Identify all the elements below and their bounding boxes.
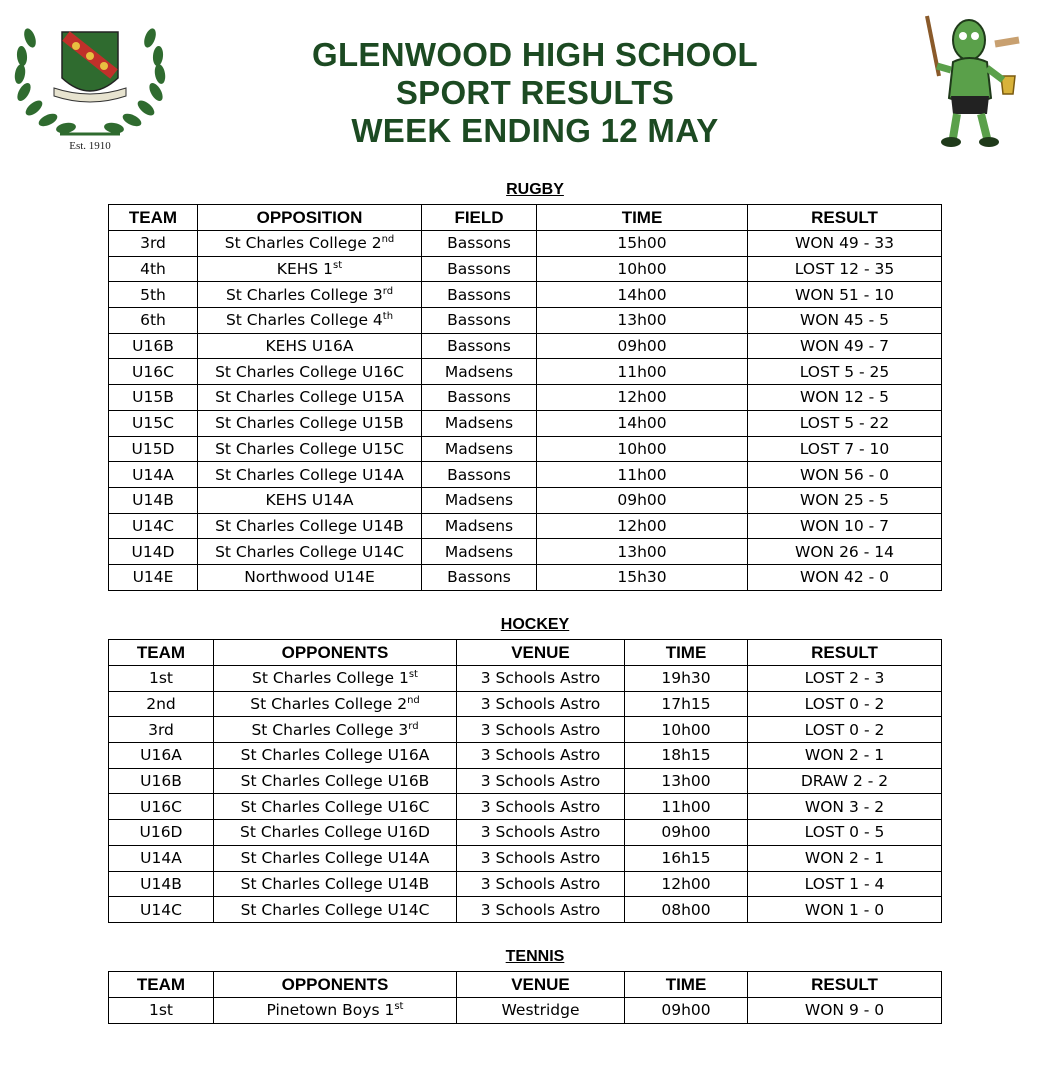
result-cell: LOST 12 - 35 (748, 256, 942, 282)
time-cell: 09h00 (625, 998, 748, 1024)
time-cell: 11h00 (537, 462, 748, 488)
opponent-name: Northwood U14E (244, 568, 375, 587)
opponent-name: St Charles College 4 (225, 311, 383, 330)
result-cell: WON 10 - 7 (748, 513, 942, 539)
ordinal-suffix: nd (407, 694, 420, 706)
time-cell: 10h00 (537, 256, 748, 282)
result-cell: WON 42 - 0 (748, 564, 942, 590)
time-cell: 10h00 (537, 436, 748, 462)
field-cell: Bassons (422, 256, 537, 282)
opponent-name: KEHS U14A (265, 491, 354, 510)
col-field: FIELD (422, 205, 537, 231)
opponent-cell (214, 794, 457, 820)
result-cell: LOST 0 - 5 (748, 820, 942, 846)
ordinal-suffix: nd (381, 234, 395, 246)
result-cell: WON 25 - 5 (748, 487, 942, 513)
opponent-cell (214, 897, 457, 923)
result-cell: WON 9 - 0 (748, 998, 942, 1024)
col-time: TIME (625, 972, 748, 998)
time-cell: 12h00 (537, 513, 748, 539)
opponent-cell (214, 666, 457, 692)
table-row (109, 717, 942, 743)
col-result: RESULT (748, 972, 942, 998)
team-cell: U14C (109, 897, 214, 923)
table-row (109, 539, 942, 565)
venue-cell: 3 Schools Astro (457, 768, 625, 794)
opponent-name: KEHS 1 (276, 260, 334, 279)
time-cell: 12h00 (537, 385, 748, 411)
field-cell: Bassons (422, 282, 537, 308)
opponent-cell (214, 691, 457, 717)
opponent-name: St Charles College U16D (240, 823, 430, 842)
table-row (109, 743, 942, 769)
opponent-name: St Charles College 1 (252, 669, 409, 688)
opponent-name: St Charles College 2 (224, 234, 382, 253)
team-cell: U15D (109, 436, 198, 462)
venue-cell: 3 Schools Astro (457, 897, 625, 923)
time-cell: 18h15 (625, 743, 748, 769)
opponent-cell (214, 871, 457, 897)
ordinal-suffix: rd (408, 720, 419, 732)
field-cell: Bassons (422, 333, 537, 359)
time-cell: 09h00 (537, 487, 748, 513)
opponent-cell (198, 231, 422, 257)
table-row (109, 691, 942, 717)
opponent-name: St Charles College 3 (251, 720, 409, 739)
opponent-name: St Charles College U14C (215, 542, 404, 561)
col-opponents: OPPONENTS (214, 972, 457, 998)
ordinal-suffix: st (333, 259, 343, 271)
team-cell: 5th (109, 282, 198, 308)
col-time: TIME (537, 205, 748, 231)
team-cell: U16C (109, 794, 214, 820)
table-row (109, 666, 942, 692)
rugby-table (108, 204, 942, 591)
table-row (109, 897, 942, 923)
team-cell: 4th (109, 256, 198, 282)
opponent-cell (214, 768, 457, 794)
opponent-name: St Charles College 2 (250, 695, 408, 714)
opponent-cell (214, 743, 457, 769)
result-cell: WON 12 - 5 (748, 385, 942, 411)
col-venue: VENUE (457, 972, 625, 998)
opponent-cell (214, 717, 457, 743)
opponent-cell (214, 845, 457, 871)
col-opposition: OPPOSITION (198, 205, 422, 231)
time-cell: 10h00 (625, 717, 748, 743)
team-cell: 2nd (109, 691, 214, 717)
table-row (109, 308, 942, 334)
team-cell: U16C (109, 359, 198, 385)
result-cell: WON 3 - 2 (748, 794, 942, 820)
tennis-header-row (109, 972, 942, 998)
result-cell: WON 51 - 10 (748, 282, 942, 308)
opponent-name: Pinetown Boys 1 (266, 1001, 395, 1020)
table-row (109, 282, 942, 308)
opponent-name: St Charles College U14C (240, 900, 430, 919)
hockey-section-title: HOCKEY (500, 616, 570, 633)
ordinal-suffix: st (394, 1001, 404, 1013)
col-team: TEAM (109, 972, 214, 998)
venue-cell: 3 Schools Astro (457, 871, 625, 897)
opponent-cell (198, 333, 422, 359)
field-cell: Madsens (422, 410, 537, 436)
field-cell: Madsens (422, 539, 537, 565)
opponent-cell (198, 282, 422, 308)
opponent-name: St Charles College U14B (215, 516, 404, 535)
field-cell: Bassons (422, 385, 537, 411)
table-row (109, 871, 942, 897)
opponent-name: St Charles College U16B (240, 772, 430, 791)
opponent-name: St Charles College U16C (215, 362, 404, 381)
time-cell: 16h15 (625, 845, 748, 871)
time-cell: 13h00 (537, 539, 748, 565)
team-cell: U14C (109, 513, 198, 539)
field-cell: Bassons (422, 308, 537, 334)
team-cell: U16B (109, 333, 198, 359)
field-cell: Bassons (422, 564, 537, 590)
table-row (109, 333, 942, 359)
venue-cell: 3 Schools Astro (457, 820, 625, 846)
venue-cell: 3 Schools Astro (457, 845, 625, 871)
opponent-name: St Charles College U15C (215, 439, 404, 458)
team-cell: U14A (109, 462, 198, 488)
opponent-cell (198, 359, 422, 385)
table-row (109, 768, 942, 794)
table-row (109, 231, 942, 257)
opponent-cell (198, 487, 422, 513)
table-row (109, 436, 942, 462)
result-cell: LOST 1 - 4 (748, 871, 942, 897)
time-cell: 13h00 (625, 768, 748, 794)
field-cell: Madsens (422, 359, 537, 385)
field-cell: Madsens (422, 436, 537, 462)
hockey-table (108, 639, 942, 923)
col-venue: VENUE (457, 640, 625, 666)
result-cell: LOST 7 - 10 (748, 436, 942, 462)
field-cell: Madsens (422, 487, 537, 513)
opponent-name: St Charles College U15B (215, 414, 404, 433)
opponent-cell (214, 998, 457, 1024)
opponent-cell (198, 385, 422, 411)
opponent-cell (198, 513, 422, 539)
opponent-name: St Charles College U16A (240, 746, 430, 765)
col-result: RESULT (748, 640, 942, 666)
opponent-name: St Charles College U16C (240, 797, 430, 816)
ordinal-suffix: st (408, 669, 418, 681)
table-row (109, 794, 942, 820)
table-row (109, 256, 942, 282)
team-cell: U15C (109, 410, 198, 436)
time-cell: 14h00 (537, 410, 748, 436)
opponent-name: St Charles College 3 (225, 285, 383, 304)
field-cell: Bassons (422, 462, 537, 488)
result-cell: WON 2 - 1 (748, 743, 942, 769)
table-row (109, 564, 942, 590)
rugby-header-row (109, 205, 942, 231)
opponent-name: KEHS U16A (265, 337, 354, 356)
team-cell: 3rd (109, 717, 214, 743)
week-ending-title: WEEK ENDING 12 MAY (351, 112, 719, 149)
sport-results-title: SPORT RESULTS (395, 74, 675, 111)
tennis-table (108, 971, 942, 1024)
venue-cell: 3 Schools Astro (457, 743, 625, 769)
time-cell: 11h00 (625, 794, 748, 820)
rugby-section-title: RUGBY (506, 181, 564, 198)
time-cell: 11h00 (537, 359, 748, 385)
col-team: TEAM (109, 205, 198, 231)
result-cell: WON 2 - 1 (748, 845, 942, 871)
team-cell: U14D (109, 539, 198, 565)
table-row (109, 462, 942, 488)
opponent-cell (198, 256, 422, 282)
opponent-cell (198, 436, 422, 462)
opponent-cell (198, 462, 422, 488)
team-cell: U14B (109, 871, 214, 897)
time-cell: 08h00 (625, 897, 748, 923)
team-cell: U14B (109, 487, 198, 513)
opponent-cell (198, 539, 422, 565)
table-row (109, 845, 942, 871)
result-cell: LOST 2 - 3 (748, 666, 942, 692)
result-cell: DRAW 2 - 2 (748, 768, 942, 794)
opponent-cell (198, 564, 422, 590)
table-row (109, 487, 942, 513)
team-cell: U16A (109, 743, 214, 769)
opponent-name: St Charles College U14B (240, 874, 430, 893)
result-cell: WON 45 - 5 (748, 308, 942, 334)
col-result: RESULT (748, 205, 942, 231)
page-header (0, 36, 1044, 150)
time-cell: 14h00 (537, 282, 748, 308)
result-cell: WON 1 - 0 (748, 897, 942, 923)
tennis-section-title: TENNIS (505, 948, 565, 965)
table-row (109, 410, 942, 436)
result-cell: WON 56 - 0 (748, 462, 942, 488)
col-time: TIME (625, 640, 748, 666)
table-row (109, 385, 942, 411)
result-cell: LOST 5 - 25 (748, 359, 942, 385)
venue-cell: 3 Schools Astro (457, 666, 625, 692)
team-cell: U14A (109, 845, 214, 871)
result-cell: LOST 0 - 2 (748, 717, 942, 743)
time-cell: 15h00 (537, 231, 748, 257)
venue-cell: Westridge (457, 998, 625, 1024)
result-cell: WON 26 - 14 (748, 539, 942, 565)
table-row (109, 998, 942, 1024)
opponent-name: St Charles College U14A (215, 465, 404, 484)
result-cell: LOST 0 - 2 (748, 691, 942, 717)
team-cell: 3rd (109, 231, 198, 257)
result-cell: WON 49 - 7 (748, 333, 942, 359)
team-cell: U16D (109, 820, 214, 846)
table-row (109, 513, 942, 539)
result-cell: WON 49 - 33 (748, 231, 942, 257)
team-cell: 1st (109, 666, 214, 692)
school-name-title: GLENWOOD HIGH SCHOOL (312, 36, 758, 73)
time-cell: 15h30 (537, 564, 748, 590)
field-cell: Bassons (422, 231, 537, 257)
table-row (109, 359, 942, 385)
team-cell: 6th (109, 308, 198, 334)
venue-cell: 3 Schools Astro (457, 794, 625, 820)
result-cell: LOST 5 - 22 (748, 410, 942, 436)
col-team: TEAM (109, 640, 214, 666)
team-cell: U16B (109, 768, 214, 794)
team-cell: 1st (109, 998, 214, 1024)
venue-cell: 3 Schools Astro (457, 717, 625, 743)
time-cell: 09h00 (537, 333, 748, 359)
venue-cell: 3 Schools Astro (457, 691, 625, 717)
opponent-cell (198, 410, 422, 436)
opponent-name: St Charles College U15A (215, 388, 404, 407)
team-cell: U14E (109, 564, 198, 590)
time-cell: 13h00 (537, 308, 748, 334)
ordinal-suffix: rd (382, 285, 394, 297)
time-cell: 19h30 (625, 666, 748, 692)
field-cell: Madsens (422, 513, 537, 539)
time-cell: 17h15 (625, 691, 748, 717)
opponent-cell (198, 308, 422, 334)
hockey-header-row (109, 640, 942, 666)
opponent-name: St Charles College U14A (240, 849, 430, 868)
team-cell: U15B (109, 385, 198, 411)
crest-est-text: Est. 1910 (69, 140, 111, 152)
ordinal-suffix: th (382, 311, 394, 323)
opponent-cell (214, 820, 457, 846)
time-cell: 12h00 (625, 871, 748, 897)
col-opponents: OPPONENTS (214, 640, 457, 666)
table-row (109, 820, 942, 846)
time-cell: 09h00 (625, 820, 748, 846)
